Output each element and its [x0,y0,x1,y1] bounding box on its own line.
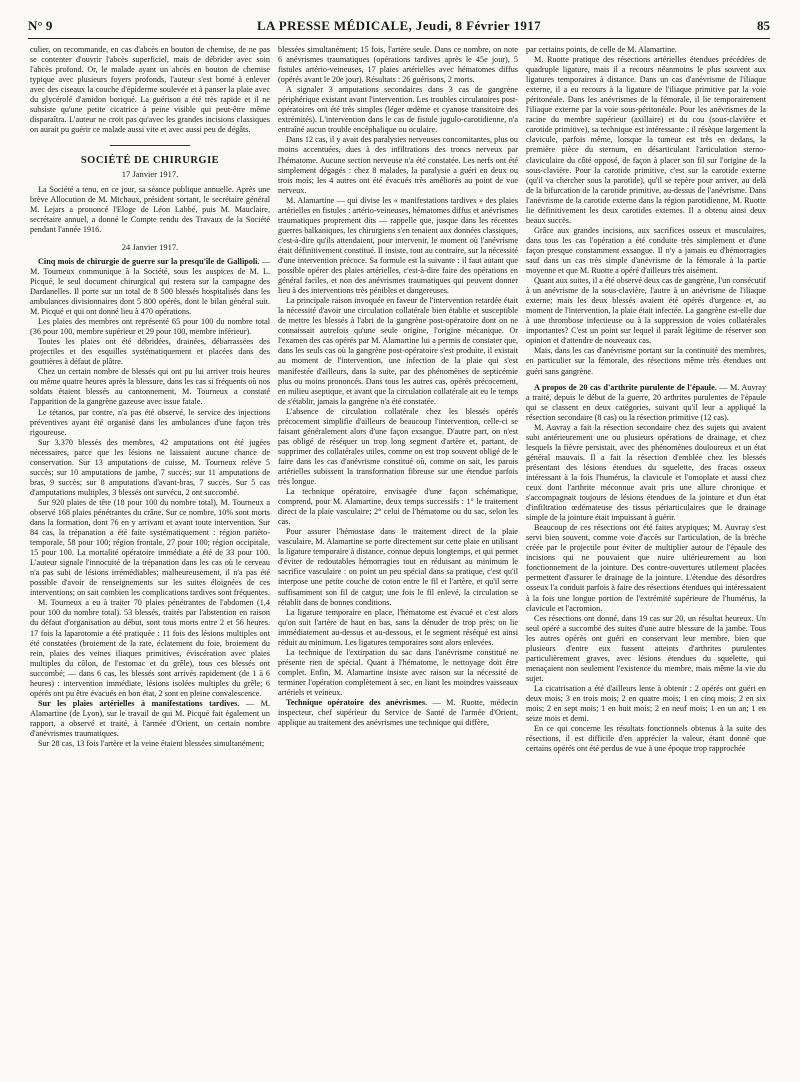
session-date: 17 Janvier 1917. [121,169,179,180]
paragraph: Sur les plaies artérielles à manifestations tardives. — M. Alamartine (de Lyon), sur le travail de qui M. Picqué fait également un rapport, a observé et traité, à l'armée d'Orient, un certain nombre d'anévrismes traumatiques. [30,698,270,738]
paragraph: M. Auvray a fait la résection secondaire chez des sujets qui avaient subi antérieurement une ou plusieurs opérations de drainage, et chez lesquels la fièvre persistait, avec des phénomènes douloureux et un état général mauvais. Il a fait la résection d'emblée chez les blessés présentant des lésions étendues du squelette, des fracas osseux intéressant à la fois l'humérus, la clavicule et l'omoplate et aussi chez ceux dont l'arthrite méconnue avait pris une allure chronique et s'accompagnait toujours de lésions étendues de la jointure et d'un état d'infiltration œdémateuse des tissus périarticulaires que le drainage simple de la jointure était impuissant à guérir. [526,422,766,523]
page-header [28,16,770,39]
paragraph: Pour assurer l'hémostase dans le traitement direct de la plaie vasculaire, M. Alamartine se porte directement sur cette plaie en utilisant la ligature temporaire à distance, connue depuis longtemps, et qui permet d'éviter de redoutables hémorragies tout en réduisant au minimum le sacrifice vasculaire : on point un peu spécial dans sa pratique, c'est qu'il interpose une petite couche de coton entre le fil et l'artère, et qu'il serre suffisamment son fil de catgut; une fois le fil enlevé, la circulation se rétablit dans de bonnes conditions. [278,527,518,607]
paragraph: Technique opératoire des anévrismes. — M. Ruotte, médecin inspecteur, chef supérieur du Service de Santé de l'armée d'Orient, applique au traitement des anévrismes une technique qui diffère, [278,698,518,728]
paragraph: Chez un certain nombre de blessés qui ont pu lui arriver trois heures ou même quatre heures après la blessure, dans les cas si fréquents où nos soldats étaient blessés au cantonnement, M. Tourneux a constaté l'apparition de la gangrène gazeuse avec issue fatale. [30,367,270,407]
paragraph: Beaucoup de ces résections ont été faites atypiques; M. Auvray s'est servi bien souvent, comme voie d'accès sur l'articulation, de la brèche créée par le projectile pour éviter de multiplier autour de l'épaule des incisions qui ne pouvaient que nuire ultérieurement au bon fonctionnement de la jointure. Des contre-ouvertures utilement placées permettent d'assurer le drainage de la jointure. L'étendue des désordres osseux l'a conduit parfois à faire des résections étendues qui intéressaient à la fois une longue portion de l'extrémité supérieure de l'humérus, la clavicule et l'acromion. [526,523,766,613]
paragraph: blessées simultanément; 15 fois, l'artère seule. Dans ce nombre, on note 6 anévrismes traumatiques (opérations tardives après le 45e jour), 5 fistules artério-veineuses, 17 plaies artérielles avec hématomes diffus (opérés avant le 20e jour). Résultats : 26 guérisons, 2 morts. [278,45,518,85]
paragraph: Ces résections ont donné, dans 19 cas sur 20, un résultat heureux. Un seul opéré a succombé des suites d'une autre blessure de la jambe. Tous les autres opérés ont guéri en conservant leur membre, bien que plusieurs d'entre eux fussent atteints d'arthrites purulentes particulièrement graves, avec lésions étendues du squelette, qui menaçaient non seulement l'existence du membre, mais même la vie du sujet. [526,613,766,683]
paragraph: M. Ruotte pratique des résections artérielles étendues précédées de quadruple ligature, mais il a recours néanmoins le plus souvent aux ligatures temporaires à distance. Dans un cas d'anévrisme de l'iliaque externe, il a eu recours à la ligature de l'iliaque primitive par la voie péritonéale. Dans les anévrismes de la fémorale, il lie temporairement l'iliaque externe par la voie sous-péritonéale. Pour les anévrismes de la racine du membre supérieur (axillaire) et du cou (sous-clavière et carotide primitive), sa technique est intéressante : il résèque largement la clavicule, parfois même, lorsque la tumeur est très en dedans, la première pièce du sternum, en désarticulant l'articulation sterno-claviculaire du côté opposé, de façon à placer son fil sur l'origine de la sous-clavière. Pour la carotide primitive, c'est sur la carotide externe (qu'il va chercher sous la parotide), qu'il se repère pour arriver, au delà de la bifurcation de la carotide primitive, au-dessus de l'anévrisme. Dans l'anévrisme de la carotide externe dans la région parotidienne, M. Ruotte lie définitivement les deux carotides externes. Il a obtenu ainsi deux beaux succès. [526,55,766,225]
paragraph: La cicatrisation a été d'ailleurs lente à obtenir : 2 opérés ont guéri en deux mois; 3 en trois mois; 2 en quatre mois; 1 en cinq mois; 2 en six mois; 2 en sept mois; 1 en huit mois; 2 en neuf mois; 1 en un an; 1 en seize mois et demi. [526,683,766,724]
paragraph: culier, on recommande, en cas d'abcès en bouton de chemise, de ne pas se contenter d'ouvrir l'abcès superficiel, mais de débrider avec soin l'abcès profond. Or, le malade ayant un abcès en bouton de chemise typique avec plusieurs foyers profonds, l'auteur s'est borné à enlever avec des ciseaux la couche d'épiderme soulevée et à panser la plaie avec du glycérolé d'amidon boriqué. La guérison a été très rapide et il ne subsiste qu'une petite cicatrice à peine visible qui peut-être même disparaîtra. L'auteur ne croit pas qu'avec les grandes incisions classiques on aurait pu guérir ce malade aussi vite et avec aussi peu de dégâts. [30,45,270,135]
paragraph: Le tétanos, par contre, n'a pas été observé, le service des injections préventives ayant été organisé dans les ambulances d'une façon très rigoureuse. [30,407,270,437]
paragraph: Sur 28 cas, 13 fois l'artère et la veine étaient blessées simultanément; [38,739,265,749]
column-2 [278,45,518,1075]
subheading: Technique opératoire des anévrismes. [286,698,428,708]
paragraph: En ce qui concerne les résultats fonctionnels obtenus à la suite des résections, il est difficile d'en apprécier la valeur, étant donné que certains opérés ont été perdus de vue à une époque trop rapprochée [526,724,766,754]
paragraph: Grâce aux grandes incisions, aux sacrifices osseux et musculaires, dans tous les cas l'opération a été conduite très simplement et d'une façon presque constamment exsangue. Il n'y a jamais eu d'hémorragies sauf dans un cas très simple d'anévrisme de la fémorale à la partie moyenne et que M. Ruotte a opéré d'ailleurs très aisément. [526,225,766,276]
column-3 [526,45,766,1075]
paragraph: Les plaies des membres ont représenté 65 pour 100 du nombre total (36 pour 100, membre supérieur et 29 pour 100, membre inférieur). [30,317,270,337]
section-title: SOCIÉTÉ DE CHIRURGIE [80,155,220,167]
paragraph: Cinq mois de chirurgie de guerre sur la presqu'île de Gallipoli. — M. Tourneux communique à la Société, sous les auspices de M. L. Picqué, le seul document chirurgical qui restera sur la campagne des Dardanelles. Il porte sur un total de 8 500 blessés hospitalisés dans les ambulances divisionnaires dont 5 800 opérés, dont le bilan général suit. M. Picqué et qui ont donné lieu à 470 opérations. [30,256,270,317]
paragraph: A propos de 20 cas d'arthrite purulente de l'épaule. — M. Auvray a traité, depuis le début de la guerre, 20 arthrites purulentes de l'épaule qui se classent en deux catégories, suivant qu'il leur a appliqué la résection secondaire (8 cas) ou la résection primitive (12 cas). [526,382,766,422]
paragraph: Sur 920 plaies de tête (18 pour 100 du nombre total), M. Tourneux a observé 168 plaies pénétrantes du crâne. Sur ce nombre, 10% sont morts dans la formation, dont 76 en y arrivant et avant toute intervention. Sur 84 cas, la trépanation a été faite systématiquement : région pariéto-temporale, 58 pour 100; région frontale, 27 pour 100; région occipitale, 15 pour 100. La mortalité opératoire immédiate a été de 33 pour 100. L'auteur signale l'innocuité de la trépanation dans les cas où le cerveau n'a pas subi de lésions irrémédiables; malheureusement, il n'a pas été possible d'avoir de renseignements sur les suites éloignées de ces interventions; on sait combien les complications tardives sont fréquentes. [30,497,270,598]
subheading: A propos de 20 cas d'arthrite purulente de l'épaule. [534,382,717,392]
paragraph: Toutes les plaies ont été débridées, drainées, débarrassées des projectiles et des esquilles systématiquement et placées dans des gouttières à défaut de plâtre. [30,337,270,367]
divider [110,145,190,146]
paragraph: La principale raison invoquée en faveur de l'intervention retardée était la nécessité d'avoir une circulation collatérale bien établie et susceptible de mettre les blessés à l'abri de la gangrène post-opératoire dont on ne connaissait autrefois qu'une seule origine, l'origine mécanique. Or l'examen des cas opérés par M. Alamartine lui a permis de constater que, dans les seuls cas où la gangrène post-opératoire s'est produite, il existait au moment de l'intervention, une infection de la plaie qui s'est manifestée d'ailleurs, dans la suite, par des phénomènes de septicémie plus ou moins prononcés. Dans tous les autres cas, opérés précocement, en milieu aseptique, et avant que la circulation collatérale ait eu le temps de s'établir, jamais la gangrène n'a été constatée. [278,296,518,406]
paragraph: Mais, dans les cas d'anévrisme portant sur la continuité des membres, en particulier sur la fémorale, des résections même très étendues ont guéri sans gangrène. [526,346,766,376]
paragraph: La ligature temporaire en place, l'hématome est évacué et c'est alors qu'on suit l'artère de haut en bas, sans la dénuder de trop près; on lie immédiatement au-dessus et au-dessous, et le segment réséqué est ainsi réduit au minimum. Les ligatures temporaires sont alors enlevées. [278,607,518,647]
paragraph: M. Tourneux a eu à traiter 70 plaies pénétrantes de l'abdomen (1,4 pour 100 du nombre total). 53 blessés, traités par l'abstention en raison du défaut d'organisation au début, sont tous morts entre 2 et 56 heures. 17 fois la laparotomie a été pratiquée : 11 fois des lésions multiples ont été constatées (broiement de la rate, éclatement du foie, broiement du rein, plaies des veines iliaques primitives, éviscération avec plaies multiples du côlon, de l'estomac et du grêle), tous ces blessés ont succombé; — dans 6 cas, les blessés sont arrivés rapidement (de 1 à 6 heures) : intervention immédiate, lésions isolées multiples du grêle; 6 opérés ont pu être évacués en bon état, 2 sont en pleine convalescence. [30,598,270,698]
paragraph: Quant aux suites, il a été observé deux cas de gangrène, l'un consécutif à un anévrisme de la sous-clavière, l'autre à un anévrisme de l'iliaque externe; mais les deux blessés avaient été opérés d'urgence et, au moment de l'intervention, la plaie était infectée. La gangrène est-elle due à une thrombose infectieuse ou à la suppression de voies collatérales importantes? C'est un point sur lequel il paraît légitime de réserver son opinion et d'attendre de nouveaux cas. [526,276,766,346]
subheading: Sur les plaies artérielles à manifestations tardives. [38,698,240,708]
paragraph: L'absence de circulation collatérale chez les blessés opérés précocement simplifie d'ailleurs de beaucoup l'intervention, celle-ci se faisant généralement alors d'une façon exsangue. D'autre part, on n'est pas obligé de réséquer un trop long segment d'artère et, partant, de supprimer des collatérales utiles, comme on est trop souvent obligé de le faire dans les cas d'anévrisme constitué où, comme on sait, les parois artérielles subissent la transformation fibreuse sur une étendue parfois très longue. [278,406,518,487]
paragraph: Dans 12 cas, il y avait des paralysies nerveuses concomitantes, plus ou moins accentuées, dues à des infiltrations des troncs nerveux par l'hématome. Aucune section nerveuse n'a été constatée. Les nerfs ont été simplement dégagés : chez 8 malades, la paralysie a guéri en deux ou trois mois; les 4 autres ont été évacués très améliorés au point de vue nerveux. [278,135,518,195]
paragraph: par certains points, de celle de M. Alamartine. [526,45,677,54]
subheading: Cinq mois de chirurgie de guerre sur la presqu'île de Gallipoli. [38,256,260,266]
paragraph: La technique opératoire, envisagée d'une façon schématique, comprend, pour M. Alamartine, deux temps successifs : 1° le traitement direct de la plaie vasculaire; 2° celui de l'hématome ou du sac, selon les cas. [278,487,518,527]
journal-title: LA PRESSE MÉDICALE, Jeudi, 8 Février 1917 [256,18,542,33]
page-number: 85 [757,18,770,33]
session-date: 24 Janvier 1917. [121,241,179,252]
column-1 [30,45,270,1075]
paragraph: A signaler 3 amputations secondaires dans 3 cas de gangrène périphérique existant avant l'intervention. Les troubles circulatoires post-opératoires ont été très simples (léger œdème et cyanose transitoire des extrémités). L'intervention dans le cas de fistule jugulo-carotidienne, n'a entraîné aucun trouble encéphalique ou oculaire. [278,85,518,135]
paragraph: La technique de l'extirpation du sac dans l'anévrisme constitué ne présente rien de spécial. Quant à l'hématome, le nettoyage doit être complet. Enfin, M. Alamartine insiste avec raison sur la nécessité de terminer l'opération complètement à sec, en liant les moindres vaisseaux artériels et veineux. [278,647,518,697]
paragraph: M. Alamartine — qui divise les « manifestations tardives » des plaies artérielles en fistules : artério-veineuses, hématomes diffus et anévrismes traumatiques proprement dits — rappelle que, jusque dans les récentes guerres balkaniques, les chirurgiens s'en tenaient aux données classiques, c'est-à-dire qu'ils attendaient, pour intervenir, le moment où l'anévrisme était définitivement constitué. Il insiste, tout au contraire, sur la nécessité d'une intervention précoce. Sa formule est la suivante : il faut autant que possible opérer des plaies artérielles, c'est-à-dire faire des opérations en général faciles, et non des anévrismes traumatiques qui peuvent donner lieu à des interventions très pénibles et dangereuses. [278,195,518,296]
paragraph: La Société a tenu, en ce jour, sa séance publique annuelle. Après une brève Allocution de M. Michaux, président sortant, le secrétaire général M. Lejars a prononcé l'Eloge de Léon Labbé, puis M. Mauclaire, secrétaire annuel, a donné le Compte rendu des Travaux de la Société pendant l'année 1916. [30,184,270,234]
issue-number: N° 9 [28,18,53,33]
paragraph: Sur 3.370 blessés des membres, 42 amputations ont été jugées nécessaires, parce que les lésions ne laissaient aucune chance de conservation. Sur 13 amputations de cuisse, M. Tourneux relève 5 succès; sur 10 amputations de jambe, 7 succès; sur 11 amputations de bras, 9 succès; sur 8 amputations d'avant-bras, 7 succès. Sur 5 cas d'amputations multiples, 3 blessés ont survécu, 2 ont succombé. [30,437,270,497]
